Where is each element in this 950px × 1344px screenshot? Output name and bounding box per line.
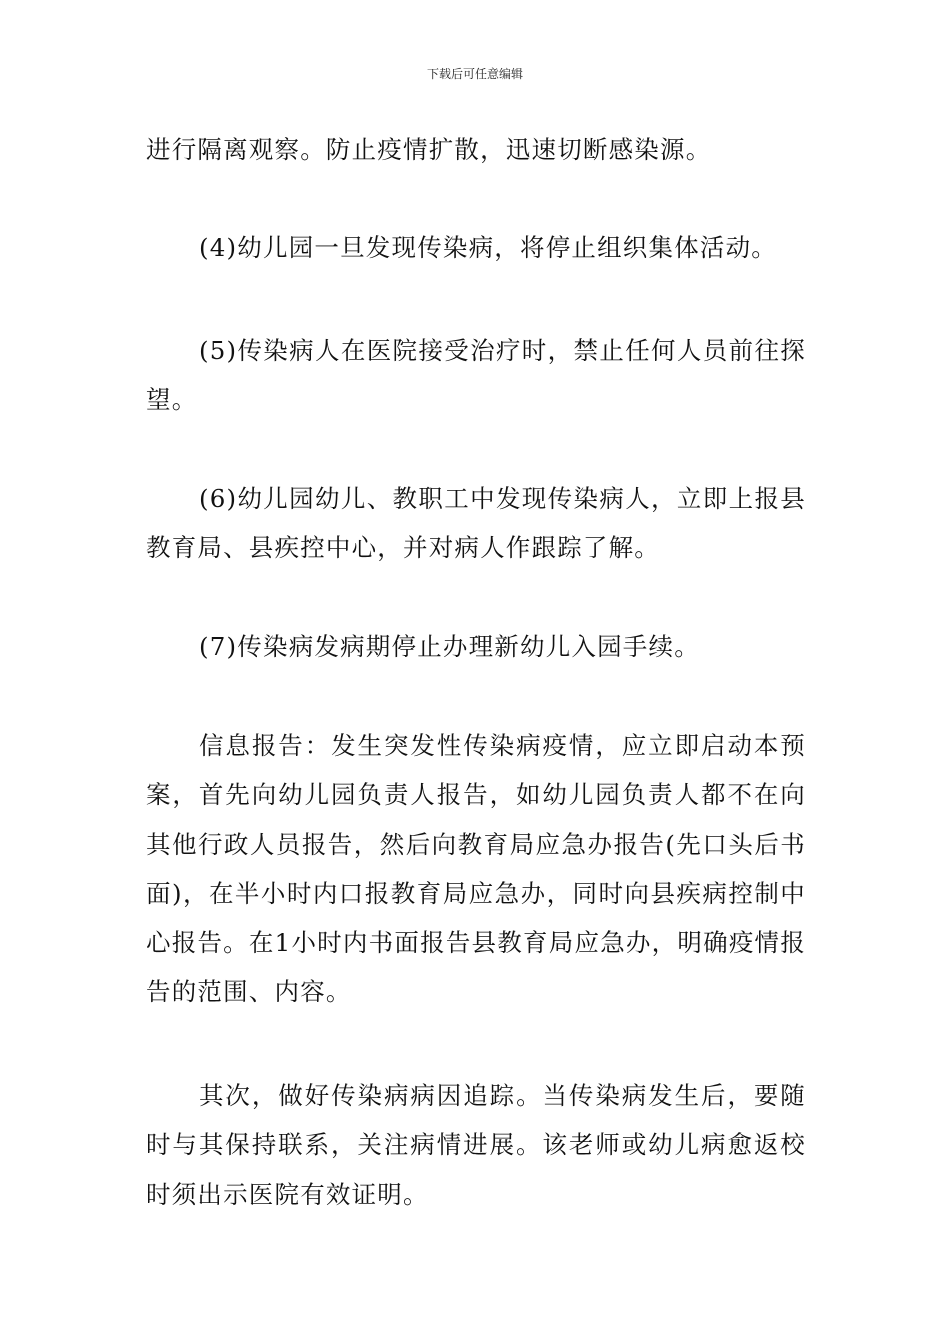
- paragraph-item-4: (4)幼儿园一旦发现传染病，将停止组织集体活动。: [199, 233, 778, 262]
- paragraph-item-7: (7)传染病发病期停止办理新幼儿入园手续。: [199, 632, 700, 661]
- paragraph-item-6: (6)幼儿园幼儿、教职工中发现传染病人，立即上报县教育局、县疾控中心，并对病人作跟踪了解。: [146, 484, 806, 563]
- paragraph-info-report: 信息报告：发生突发性传染病疫情，应立即启动本预案，首先向幼儿园负责人报告，如幼儿园负责人都不在向其他行政人员报告，然后向教育局应急办报告(先口头后书面)，在半小时内口报教育局应急办，同时向县疾病控制中心报告。在1小时内书面报告县教育局应急办，明确疫情报告的范围、内容。: [146, 731, 806, 1007]
- page-header-note: 下载后可任意编辑: [426, 67, 523, 81]
- paragraph-isolation: 进行隔离观察。防止疫情扩散，迅速切断感染源。: [146, 135, 712, 164]
- paragraph-tracking: 其次，做好传染病病因追踪。当传染病发生后，要随时与其保持联系，关注病情进展。该老师或幼儿病愈返校时须出示医院有效证明。: [146, 1081, 806, 1209]
- paragraph-item-5: (5)传染病人在医院接受治疗时，禁止任何人员前往探望。: [146, 336, 806, 415]
